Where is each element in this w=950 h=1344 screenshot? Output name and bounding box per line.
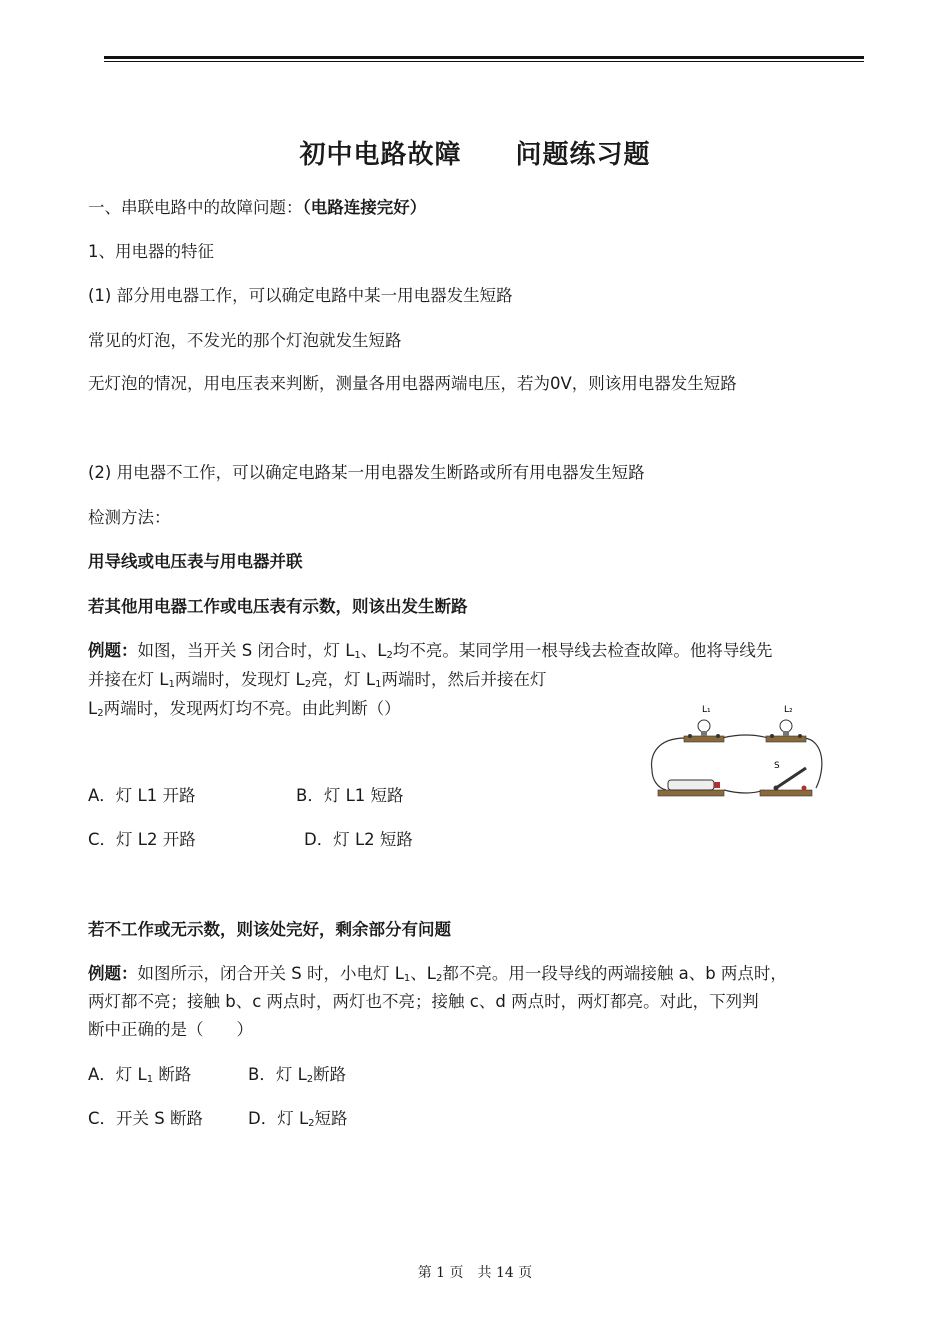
page-footer: 第 1 页 共 14 页: [417, 1265, 533, 1281]
example2-option-c[interactable]: C．开关 S 断路: [88, 1109, 203, 1128]
case1-text-2: 常见的灯泡，不发光的那个灯泡就发生短路: [88, 331, 402, 350]
example1-line-1: 例题：如图，当开关 S 闭合时，灯 $L_1$、$L_2$均不亮。某同学用一根导线去检查故障。他将导线先: [88, 641, 773, 661]
case2-text-2: 检测方法：: [88, 508, 171, 527]
wire-top: [722, 735, 768, 738]
example2-option-a[interactable]: A．灯 $L_1$ 断路: [88, 1065, 192, 1085]
page-title: 初中电路故障 问题练习题: [299, 140, 651, 170]
lamp-l1: [684, 720, 724, 742]
wire-right: [804, 738, 822, 788]
example2-option-d[interactable]: D．灯 $L_2$短路: [248, 1109, 348, 1129]
switch-label: S: [774, 761, 780, 771]
lamp-l2-label: L₂: [784, 705, 793, 715]
case1-text-3: 无灯泡的情况，用电压表来判断，测量各用电器两端电压，若为0V，则该用电器发生短路: [88, 374, 737, 393]
header-rule-thick: [104, 56, 864, 59]
example1-line-2: 并接在灯 $L_1$两端时，发现灯 $L_2$亮，灯 $L_1$两端时，然后并接在灯: [88, 670, 547, 690]
example2-line-3: 断中正确的是（ ）: [88, 1020, 253, 1039]
case2-text-1: (2) 用电器不工作，可以确定电路某一用电器发生断路或所有用电器发生短路: [88, 463, 645, 482]
lamp-l1-label: L₁: [702, 705, 711, 715]
example1-option-b[interactable]: B．灯 L1 短路: [296, 786, 404, 805]
example1-option-c[interactable]: C．灯 L2 开路: [88, 830, 196, 849]
example1-option-a[interactable]: A．灯 L1 开路: [88, 786, 196, 805]
example2-line-2: 两灯都不亮；接触 b、c 两点时，两灯也不亮；接触 c、d 两点时，两灯都亮。对此，下列判: [88, 992, 759, 1011]
case1-text-1: (1) 部分用电器工作，可以确定电路中某一用电器发生短路: [88, 286, 513, 305]
case2-method: 用导线或电压表与用电器并联: [88, 552, 303, 571]
example1-option-d[interactable]: D．灯 L2 短路: [304, 830, 413, 849]
rule2-text: 若不工作或无示数，则该处完好，剩余部分有问题: [88, 920, 451, 939]
battery: [658, 780, 724, 796]
case2-rule: 若其他用电器工作或电压表有示数，则该出发生断路: [88, 597, 468, 616]
switch-s: [760, 768, 812, 796]
item-heading: 1、用电器的特征: [88, 242, 214, 261]
example1-line-3: $L_2$两端时，发现两灯均不亮。由此判断（）: [88, 699, 401, 719]
header-rule-thin: [104, 61, 864, 62]
example2-line-1: 例题：如图所示，闭合开关 S 时，小电灯 $L_1$、$L_2$都不亮。用一段导线的两端接触 a、b 两点时，: [88, 964, 787, 984]
section-heading: 一、串联电路中的故障问题：（电路连接完好）: [88, 198, 427, 217]
example2-option-b[interactable]: B．灯 $L_2$断路: [248, 1065, 347, 1085]
circuit-figure: [644, 698, 830, 802]
wire-bottom: [724, 790, 764, 793]
lamp-l2: [766, 720, 806, 742]
